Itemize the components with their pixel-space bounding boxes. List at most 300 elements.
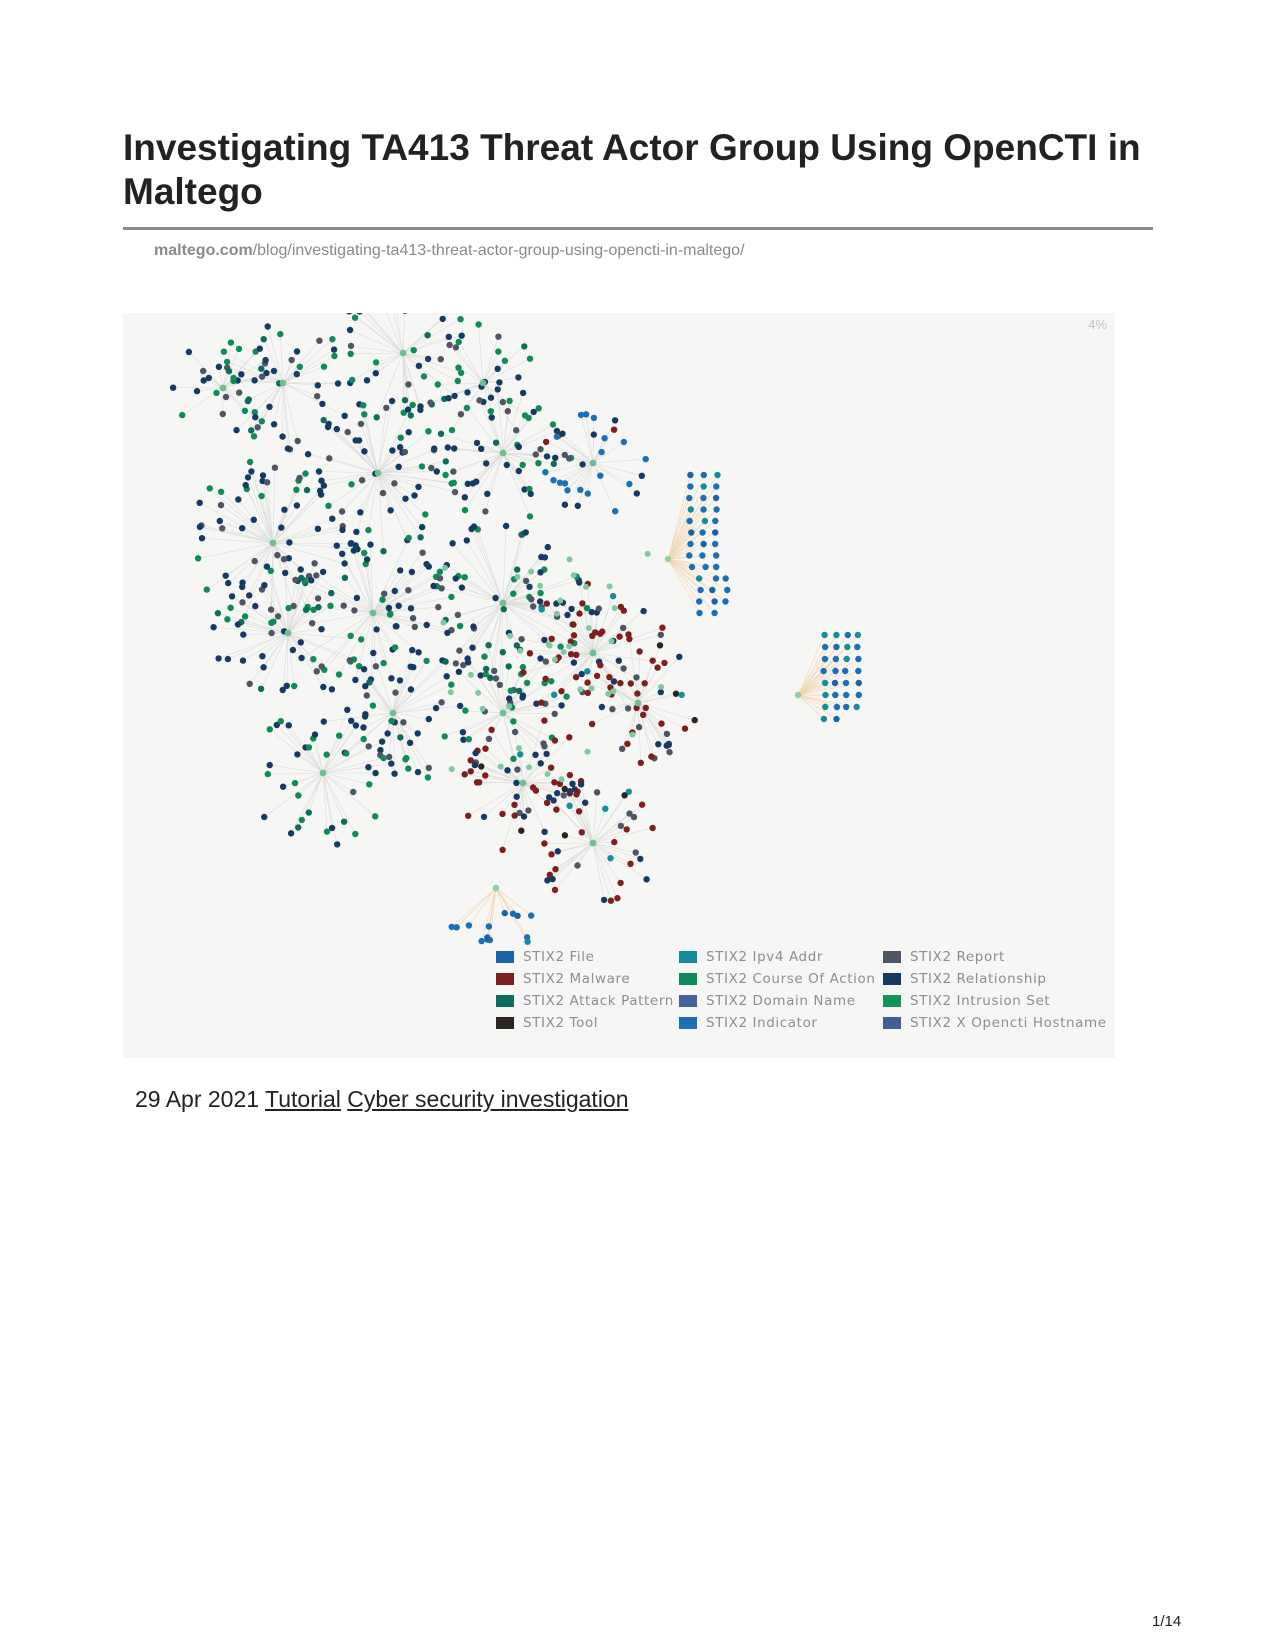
graph-node [229, 593, 235, 599]
graph-node [466, 922, 472, 928]
graph-node [689, 564, 695, 570]
graph-node [261, 814, 267, 820]
graph-node [199, 535, 205, 541]
graph-edge [378, 313, 403, 353]
graph-node [589, 633, 595, 639]
graph-node [405, 381, 411, 387]
graph-node [559, 431, 565, 437]
graph-node [314, 393, 320, 399]
graph-node [640, 608, 646, 614]
article-title: Investigating TA413 Threat Actor Group Using OpenCTI in Maltego [123, 127, 1141, 212]
graph-node [291, 683, 297, 689]
graph-node [539, 606, 545, 612]
graph-node [626, 636, 632, 642]
graph-node [347, 657, 353, 663]
graph-edge [339, 613, 373, 674]
graph-node [334, 841, 340, 847]
graph-edge [555, 843, 593, 869]
graph-node [590, 650, 597, 657]
graph-node [400, 719, 406, 725]
legend-swatch [496, 1017, 514, 1029]
graph-edge [268, 773, 323, 774]
graph-node [402, 449, 408, 455]
graph-edge [364, 669, 393, 713]
graph-node [459, 333, 465, 339]
graph-node [411, 347, 417, 353]
legend-swatch [679, 951, 697, 963]
graph-node [609, 706, 615, 712]
graph-node [538, 699, 544, 705]
graph-node [352, 315, 358, 321]
graph-node [264, 563, 270, 569]
graph-node [321, 417, 327, 423]
graph-node [633, 849, 639, 855]
graph-node [274, 552, 280, 558]
graph-node [347, 327, 353, 333]
graph-node [512, 729, 518, 735]
graph-node [634, 690, 640, 696]
graph-node [415, 769, 421, 775]
graph-node [339, 551, 345, 557]
graph-edge [323, 773, 344, 822]
graph-node [260, 664, 266, 670]
graph-node [564, 487, 570, 493]
graph-edge [638, 703, 654, 758]
graph-node [621, 608, 627, 614]
graph-edge [393, 685, 451, 713]
graph-node [496, 379, 502, 385]
graph-node [516, 444, 522, 450]
graph-edge [298, 773, 323, 796]
graph-node [353, 437, 359, 443]
graph-node [577, 687, 583, 693]
graph-node [224, 359, 230, 365]
graph-node [415, 484, 421, 490]
legend-label: STIX2 Intrusion Set [910, 992, 1051, 1009]
graph-edge [452, 888, 496, 927]
legend-label: STIX2 Attack Pattern [523, 992, 674, 1009]
graph-node [687, 541, 693, 547]
graph-node [365, 764, 371, 770]
graph-node [548, 678, 554, 684]
graph-node [571, 632, 577, 638]
graph-node [520, 669, 526, 675]
source-url[interactable] [154, 242, 745, 260]
graph-node [528, 569, 534, 575]
graph-figure [123, 313, 1115, 1058]
graph-node [822, 704, 828, 710]
graph-node [364, 377, 370, 383]
graph-node [464, 405, 470, 411]
graph-node [243, 482, 249, 488]
graph-edge [593, 795, 625, 843]
graph-node [424, 332, 430, 338]
graph-node [255, 424, 261, 430]
graph-node [832, 680, 838, 686]
legend-item [679, 1013, 883, 1032]
graph-node [430, 583, 436, 589]
graph-node [833, 656, 839, 662]
graph-node [281, 556, 287, 562]
graph-node [257, 346, 263, 352]
graph-node [584, 679, 590, 685]
graph-node [590, 460, 597, 467]
graph-edge [378, 473, 422, 527]
graph-node [570, 621, 576, 627]
graph-node [696, 575, 702, 581]
tag-tutorial[interactable]: Tutorial [265, 1086, 341, 1112]
graph-node [543, 658, 549, 664]
graph-node [621, 439, 627, 445]
graph-node [465, 813, 471, 819]
graph-node [713, 552, 719, 558]
graph-edge [453, 543, 503, 603]
graph-node [649, 825, 655, 831]
graph-node [285, 630, 292, 637]
graph-node [638, 760, 644, 766]
graph-node [484, 491, 490, 497]
graph-node [676, 654, 682, 660]
graph-node [512, 812, 518, 818]
graph-node [393, 623, 399, 629]
graph-node [228, 339, 234, 345]
graph-node [527, 356, 533, 362]
graph-edge [588, 584, 593, 653]
graph-node [537, 590, 543, 596]
graph-node [526, 764, 532, 770]
graph-node [462, 707, 468, 713]
graph-node [299, 817, 305, 823]
graph-node [506, 695, 512, 701]
graph-node [247, 681, 253, 687]
graph-node [442, 658, 448, 664]
graph-node [462, 494, 468, 500]
graph-node [318, 626, 324, 632]
page-number: 1/14 [1152, 1613, 1182, 1630]
graph-node [415, 730, 421, 736]
graph-node [296, 475, 302, 481]
graph-node [630, 732, 636, 738]
graph-node [528, 596, 534, 602]
graph-node [528, 912, 534, 918]
graph-node [427, 399, 433, 405]
graph-node [686, 552, 692, 558]
legend-swatch [883, 973, 901, 985]
graph-node [554, 611, 560, 617]
graph-node [488, 408, 494, 414]
graph-node [558, 702, 564, 708]
graph-node [278, 524, 284, 530]
graph-node [379, 738, 385, 744]
graph-node [516, 468, 522, 474]
graph-node [396, 464, 402, 470]
legend-item [679, 947, 883, 966]
graph-node [409, 647, 415, 653]
graph-node [557, 598, 563, 604]
tag-cyber-security-investigation[interactable]: Cyber security investigation [347, 1086, 629, 1112]
graph-node [386, 754, 392, 760]
graph-node [547, 643, 553, 649]
graph-node [384, 730, 390, 736]
legend-label: STIX2 Relationship [910, 970, 1047, 987]
legend-label: STIX2 Indicator [706, 1014, 818, 1031]
graph-node [251, 433, 257, 439]
graph-node [408, 412, 414, 418]
graph-node [624, 741, 630, 747]
graph-node [500, 710, 507, 717]
graph-node [723, 575, 729, 581]
graph-node [366, 743, 372, 749]
graph-node [251, 517, 257, 523]
graph-node [341, 560, 347, 566]
graph-node [566, 643, 572, 649]
graph-edge [578, 463, 593, 506]
graph-node [431, 445, 437, 451]
graph-node [346, 313, 352, 315]
graph-node [699, 529, 705, 535]
graph-node [659, 625, 665, 631]
graph-edge [490, 888, 496, 940]
legend-item [883, 969, 1113, 988]
graph-node [457, 623, 463, 629]
graph-node [197, 500, 203, 506]
graph-node [514, 566, 520, 572]
graph-node [620, 665, 626, 671]
graph-edge [503, 526, 506, 603]
graph-node [400, 350, 407, 357]
graph-node [373, 370, 379, 376]
graph-node [354, 595, 360, 601]
graph-node [506, 398, 512, 404]
graph-node [610, 593, 616, 599]
graph-node [415, 649, 421, 655]
graph-node [617, 680, 623, 686]
graph-node [611, 427, 617, 433]
graph-node [713, 483, 719, 489]
graph-node [219, 525, 225, 531]
graph-node [320, 684, 326, 690]
graph-node [315, 382, 321, 388]
graph-node [537, 569, 543, 575]
graph-node [455, 612, 461, 618]
graph-edge [481, 603, 503, 675]
graph-node [277, 331, 283, 337]
graph-node [658, 720, 664, 726]
graph-node [598, 449, 604, 455]
graph-node [510, 756, 516, 762]
graph-node [551, 461, 557, 467]
graph-node [548, 765, 554, 771]
graph-node [245, 398, 251, 404]
graph-node [611, 688, 617, 694]
graph-node [582, 800, 588, 806]
graph-node [482, 746, 488, 752]
graph-node [822, 656, 828, 662]
graph-node [362, 683, 368, 689]
graph-node [197, 524, 203, 530]
graph-node [215, 655, 221, 661]
graph-edge [798, 635, 836, 695]
graph-node [833, 632, 839, 638]
graph-node [575, 503, 581, 509]
legend-label: STIX2 Tool [523, 1014, 599, 1031]
graph-node [271, 368, 277, 374]
graph-node [267, 762, 273, 768]
graph-node [607, 583, 613, 589]
graph-node [482, 772, 488, 778]
graph-edge [378, 473, 418, 487]
graph-node [518, 828, 524, 834]
graph-node [605, 691, 611, 697]
graph-node [492, 595, 498, 601]
graph-node [294, 371, 300, 377]
graph-node [265, 771, 271, 777]
graph-node [298, 575, 304, 581]
graph-node [626, 481, 632, 487]
graph-node [527, 513, 533, 519]
graph-node [207, 485, 213, 491]
graph-edge [309, 773, 323, 813]
graph-node [349, 377, 355, 383]
graph-node [372, 770, 378, 776]
graph-node [457, 703, 463, 709]
graph-node [724, 587, 730, 593]
graph-node [365, 527, 371, 533]
graph-node [230, 378, 236, 384]
graph-node [552, 657, 558, 663]
graph-node [450, 468, 456, 474]
graph-node [409, 569, 415, 575]
graph-node [419, 524, 425, 530]
graph-node [458, 411, 464, 417]
graph-node [845, 632, 851, 638]
legend-item [496, 969, 679, 988]
graph-node [577, 487, 583, 493]
graph-node [292, 780, 298, 786]
graph-edge [373, 613, 427, 625]
graph-node [456, 647, 462, 653]
graph-node [636, 724, 642, 730]
graph-node [514, 913, 520, 919]
graph-node [488, 727, 494, 733]
graph-node [574, 862, 580, 868]
graph-node [596, 605, 602, 611]
graph-node [489, 414, 495, 420]
graph-node [334, 426, 340, 432]
graph-node [392, 644, 398, 650]
graph-edge [378, 405, 413, 473]
graph-node [585, 490, 591, 496]
graph-node [844, 644, 850, 650]
graph-node [215, 610, 221, 616]
graph-node [633, 674, 639, 680]
graph-node [397, 734, 403, 740]
graph-node [498, 764, 504, 770]
graph-node [425, 356, 431, 362]
graph-node [822, 680, 828, 686]
graph-node [545, 771, 551, 777]
legend-swatch [883, 1017, 901, 1029]
graph-node [252, 603, 258, 609]
graph-node [387, 507, 393, 513]
graph-node [236, 346, 242, 352]
graph-node [481, 653, 487, 659]
graph-node [709, 587, 715, 593]
graph-node [701, 472, 707, 478]
graph-node [554, 790, 560, 796]
graph-node [361, 736, 367, 742]
graph-edge [403, 319, 443, 353]
graph-node [619, 746, 625, 752]
legend-item [496, 947, 679, 966]
graph-node [321, 364, 327, 370]
graph-node [566, 803, 572, 809]
graph-node [225, 580, 231, 586]
graph-node [843, 692, 849, 698]
graph-edge [668, 533, 703, 560]
graph-node [210, 624, 216, 630]
graph-node [317, 488, 323, 494]
graph-node [495, 348, 501, 354]
graph-node [854, 704, 860, 710]
graph-edge [288, 633, 332, 689]
graph-node [495, 386, 501, 392]
graph-edge [490, 603, 503, 678]
graph-node [476, 397, 482, 403]
graph-node [568, 651, 574, 657]
legend-swatch [679, 995, 697, 1007]
graph-node [397, 567, 403, 573]
graph-node [618, 823, 624, 829]
graph-node [527, 650, 533, 656]
graph-node [701, 483, 707, 489]
graph-edge [572, 609, 593, 653]
graph-node [564, 612, 570, 618]
graph-edge [798, 695, 824, 719]
graph-edge [312, 613, 373, 623]
graph-node [402, 756, 408, 762]
graph-node [679, 692, 685, 698]
graph-node [302, 470, 308, 476]
graph-node [388, 760, 394, 766]
graph-node [303, 607, 309, 613]
graph-node [319, 663, 325, 669]
graph-node [466, 736, 472, 742]
graph-node [696, 598, 702, 604]
graph-node [272, 465, 278, 471]
graph-node [353, 529, 359, 535]
graph-node [443, 458, 449, 464]
graph-edge [450, 345, 483, 383]
graph-node [507, 633, 513, 639]
legend-item [883, 1013, 1113, 1032]
graph-edge [273, 468, 275, 543]
graph-node [627, 861, 633, 867]
graph-node [425, 428, 431, 434]
graph-node [216, 364, 222, 370]
graph-node [392, 588, 398, 594]
graph-edge [465, 453, 503, 497]
graph-node [548, 851, 554, 857]
graph-node [500, 399, 506, 405]
graph-node [345, 429, 351, 435]
graph-node [374, 414, 380, 420]
graph-edge [503, 603, 573, 624]
graph-node [664, 743, 670, 749]
graph-node [502, 358, 508, 364]
graph-node [226, 368, 232, 374]
graph-edge [472, 529, 503, 603]
